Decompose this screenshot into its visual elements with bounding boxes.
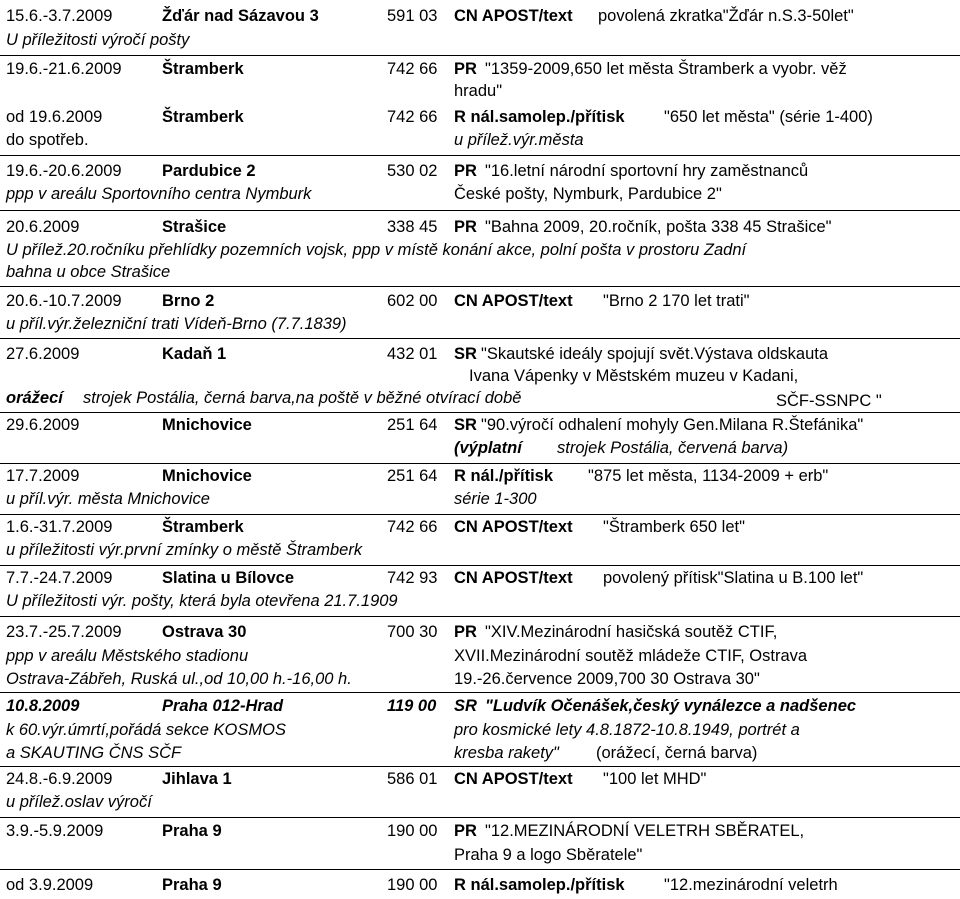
row-divider [0,616,960,617]
entry-note-line [0,261,960,283]
entry-place: Pardubice 2 [162,162,256,180]
postmark-entry [0,766,960,817]
entry-type: PR [454,218,477,236]
entry-date: 15.6.-3.7.2009 [6,7,113,25]
entry-main-line [0,567,960,589]
entry-type: PR [454,822,477,840]
entry-date: 10.8.2009 [6,697,80,715]
entry-date: od 19.6.2009 [6,108,103,126]
entry-code: 742 66 [387,108,438,126]
entry-description-line [0,437,960,459]
entry-description-cont: hradu" [454,82,503,100]
entry-description-cont: pro kosmické lety 4.8.1872-10.8.1949, portrét a [454,721,800,739]
entry-description-cont: XVII.Mezinárodní soutěž mládeže CTIF, Ostrava [454,647,808,665]
entry-description: "Brno 2 170 let trati" [603,292,750,310]
postmark-entry [0,412,960,463]
entry-description-line [0,80,960,102]
entry-description-cont: (orážecí, černá barva) [596,744,758,762]
entry-code: 338 45 [387,218,438,236]
row-divider [0,155,960,156]
entry-main-line [0,216,960,238]
entry-note-cont: Ostrava-Zábřeh, Ruská ul.,od 10,00 h.-16,00 h. [6,670,352,688]
entry-description: "875 let města, 1134-2009 + erb" [588,467,829,485]
entry-note-line [0,313,960,335]
entry-type: CN APOST/text [454,770,573,788]
entry-code: 602 00 [387,292,438,310]
entry-type: CN APOST/text [454,7,573,25]
entry-description-cont: České pošty, Nymburk, Pardubice 2" [454,185,722,203]
row-divider [0,55,960,56]
entry-description: "16.letní národní sportovní hry zaměstnanců [485,162,809,180]
entry-code: 742 93 [387,569,438,587]
row-divider [0,463,960,464]
entry-main-line [0,290,960,312]
entry-place: Mnichovice [162,467,252,485]
entry-place: Praha 012-Hrad [162,697,284,715]
entry-note: u příl.výr. města Mnichovice [6,490,210,508]
entry-note: U příležitosti výročí pošty [6,31,190,49]
entry-note: u příležitosti výr.první zmínky o městě Štramberk [6,541,363,559]
entry-date: 19.6.-20.6.2009 [6,162,122,180]
entry-type: SR [454,416,477,434]
entry-description: "1359-2009,650 let města Štramberk a vyobr. věž [485,60,847,78]
row-divider [0,286,960,287]
row-divider [0,817,960,818]
entry-type: CN APOST/text [454,569,573,587]
entry-note-line [0,539,960,561]
entry-place: Štramberk [162,108,244,126]
entry-note: k 60.výr.úmrtí,pořádá sekce KOSMOS [6,721,286,739]
entry-description: "100 let MHD" [603,770,707,788]
postmark-entry [0,616,960,692]
row-divider [0,338,960,339]
entry-place: Praha 9 [162,876,222,894]
entry-description-line [0,844,960,866]
postmark-entry [0,103,960,155]
entry-place: Kadaň 1 [162,345,227,363]
postmark-entry [0,565,960,616]
entry-main-line [0,414,960,436]
row-divider [0,210,960,211]
entry-note-line [0,590,960,612]
entry-code: 432 01 [387,345,438,363]
row-divider [0,766,960,767]
entry-note-cont: a SKAUTING ČNS SČF [6,744,182,762]
entry-note: U příležitosti výr. pošty, která byla otevřena 21.7.1909 [6,592,398,610]
entry-place: Slatina u Bílovce [162,569,295,587]
entry-note-line [0,183,960,205]
entry-description: "90.výročí odhalení mohyly Gen.Milana R.Štefánika" [481,416,864,434]
entry-code: 591 03 [387,7,438,25]
entry-note: u přílež.oslav výročí [6,793,152,811]
entry-note-line [0,488,960,510]
entry-date: 20.6.-10.7.2009 [6,292,122,310]
entry-code: 190 00 [387,822,438,840]
entry-description-line [0,365,960,387]
entry-code: 251 64 [387,467,438,485]
postmark-entry [0,514,960,565]
entry-main-line [0,820,960,842]
row-divider [0,514,960,515]
entry-date: 7.7.-24.7.2009 [6,569,113,587]
entry-date: 19.6.-21.6.2009 [6,60,122,78]
entry-place: Mnichovice [162,416,252,434]
entry-type: PR [454,60,477,78]
entry-note: U přílež.20.ročníku přehlídky pozemních vojsk, ppp v místě konání akce, polní pošta v prostoru Zadní [6,241,747,259]
entry-note-line [0,645,960,667]
row-divider [0,692,960,693]
entry-main-line [0,874,960,896]
entry-description: "XIV.Mezinárodní hasičská soutěž CTIF, [485,623,778,641]
entry-type: R nál.samolep./přítisk [454,876,625,894]
entry-main-line [0,58,960,80]
entry-description-bold: (výplatní [454,439,522,457]
entry-place: Praha 9 [162,822,222,840]
entry-main-line [0,343,960,365]
entry-type: PR [454,623,477,641]
entry-date: 27.6.2009 [6,345,80,363]
entry-description-cont: série 1-300 [454,490,537,508]
entry-note-line [0,387,960,409]
entry-description: povolená zkratka"Žďár n.S.3-50let" [598,7,854,25]
entry-description-cont: SČF-SSNPC " [776,392,882,410]
entry-code: 251 64 [387,416,438,434]
entry-main-line [0,160,960,182]
postmark-entry [0,869,960,899]
entry-code: 190 00 [387,876,438,894]
entry-description: "Štramberk 650 let" [603,518,745,536]
entry-description: "Skautské ideály spojují svět.Výstava oldskauta [481,345,829,363]
postmark-entry [0,210,960,286]
row-divider [0,565,960,566]
entry-note-line [0,719,960,741]
entry-note-bold: orážecí [6,389,63,407]
entry-description-cont: strojek Postália, červená barva) [557,439,789,457]
entry-note: strojek Postália, černá barva,na poště v běžné otvírací době [83,389,522,407]
row-divider [0,869,960,870]
entry-place: Strašice [162,218,227,236]
postmark-entry [0,817,960,869]
entry-type: SR [454,345,477,363]
entry-type: R nál./přítisk [454,467,554,485]
entry-description: "12.MEZINÁRODNÍ VELETRH SBĚRATEL, [485,822,805,840]
entry-code: 700 30 [387,623,438,641]
entry-note-line [0,129,960,151]
entry-date: od 3.9.2009 [6,876,94,894]
postmark-entry [0,0,960,55]
entry-main-line [0,465,960,487]
postmark-entry [0,155,960,210]
entry-date: 29.6.2009 [6,416,80,434]
entry-note: u příl.výr.železniční trati Vídeň-Brno (7.7.1839) [6,315,347,333]
entry-type: PR [454,162,477,180]
entry-date: 23.7.-25.7.2009 [6,623,122,641]
entry-note: ppp v areálu Městského stadionu [6,647,249,665]
entry-note-line [0,668,960,690]
entry-place: Žďár nad Sázavou 3 [162,7,319,25]
entry-date: 20.6.2009 [6,218,80,236]
entry-note: do spotřeb. [6,131,89,149]
entry-description: "Bahna 2009, 20.ročník, pošta 338 45 Strašice" [485,218,832,236]
entry-description-cont: 19.-26.července 2009,700 30 Ostrava 30" [454,670,760,688]
entry-note-cont: bahna u obce Strašice [6,263,171,281]
entry-main-line [0,106,960,128]
entry-place: Štramberk [162,60,244,78]
entry-code: 742 66 [387,60,438,78]
entry-note: ppp v areálu Sportovního centra Nymburk [6,185,312,203]
entry-code: 742 66 [387,518,438,536]
entry-description: "650 let města" (série 1-400) [664,108,873,126]
entry-main-line [0,768,960,790]
entry-place: Brno 2 [162,292,215,310]
entry-place: Štramberk [162,518,244,536]
entry-date: 24.8.-6.9.2009 [6,770,113,788]
entry-date: 17.7.2009 [6,467,80,485]
row-divider [0,412,960,413]
entry-date: 1.6.-31.7.2009 [6,518,113,536]
entry-note-line [0,239,960,261]
entry-code: 586 01 [387,770,438,788]
entry-main-line [0,5,960,27]
postmark-entry [0,338,960,412]
entry-type: R nál.samolep./přítisk [454,108,625,126]
entry-code: 530 02 [387,162,438,180]
entry-place: Ostrava 30 [162,623,247,641]
entry-note-line [0,742,960,764]
postmark-entry [0,55,960,103]
entry-type: CN APOST/text [454,518,573,536]
entry-type: CN APOST/text [454,292,573,310]
entry-note-line [0,29,960,51]
postmark-entry [0,692,960,766]
entry-type: SR [454,697,477,715]
entry-description-cont: Praha 9 a logo Sběratele" [454,846,643,864]
entry-main-line [0,516,960,538]
entry-note-cont: u přílež.výr.města [454,131,584,149]
entry-description: "Ludvík Očenášek,český vynálezce a nadšenec [485,697,857,715]
entry-description-cont: Ivana Vápenky v Městském muzeu v Kadani, [469,367,799,385]
entry-main-line [0,621,960,643]
entry-main-line [0,695,960,717]
postmark-entry [0,463,960,514]
entry-place: Jihlava 1 [162,770,232,788]
entry-description: povolený přítisk"Slatina u B.100 let" [603,569,864,587]
entry-date: 3.9.-5.9.2009 [6,822,104,840]
entry-note-line [0,791,960,813]
postmark-entry [0,286,960,338]
entry-code: 119 00 [387,697,437,715]
entry-description-cont: kresba rakety" [454,744,559,762]
entry-description: "12.mezinárodní veletrh [664,876,838,894]
